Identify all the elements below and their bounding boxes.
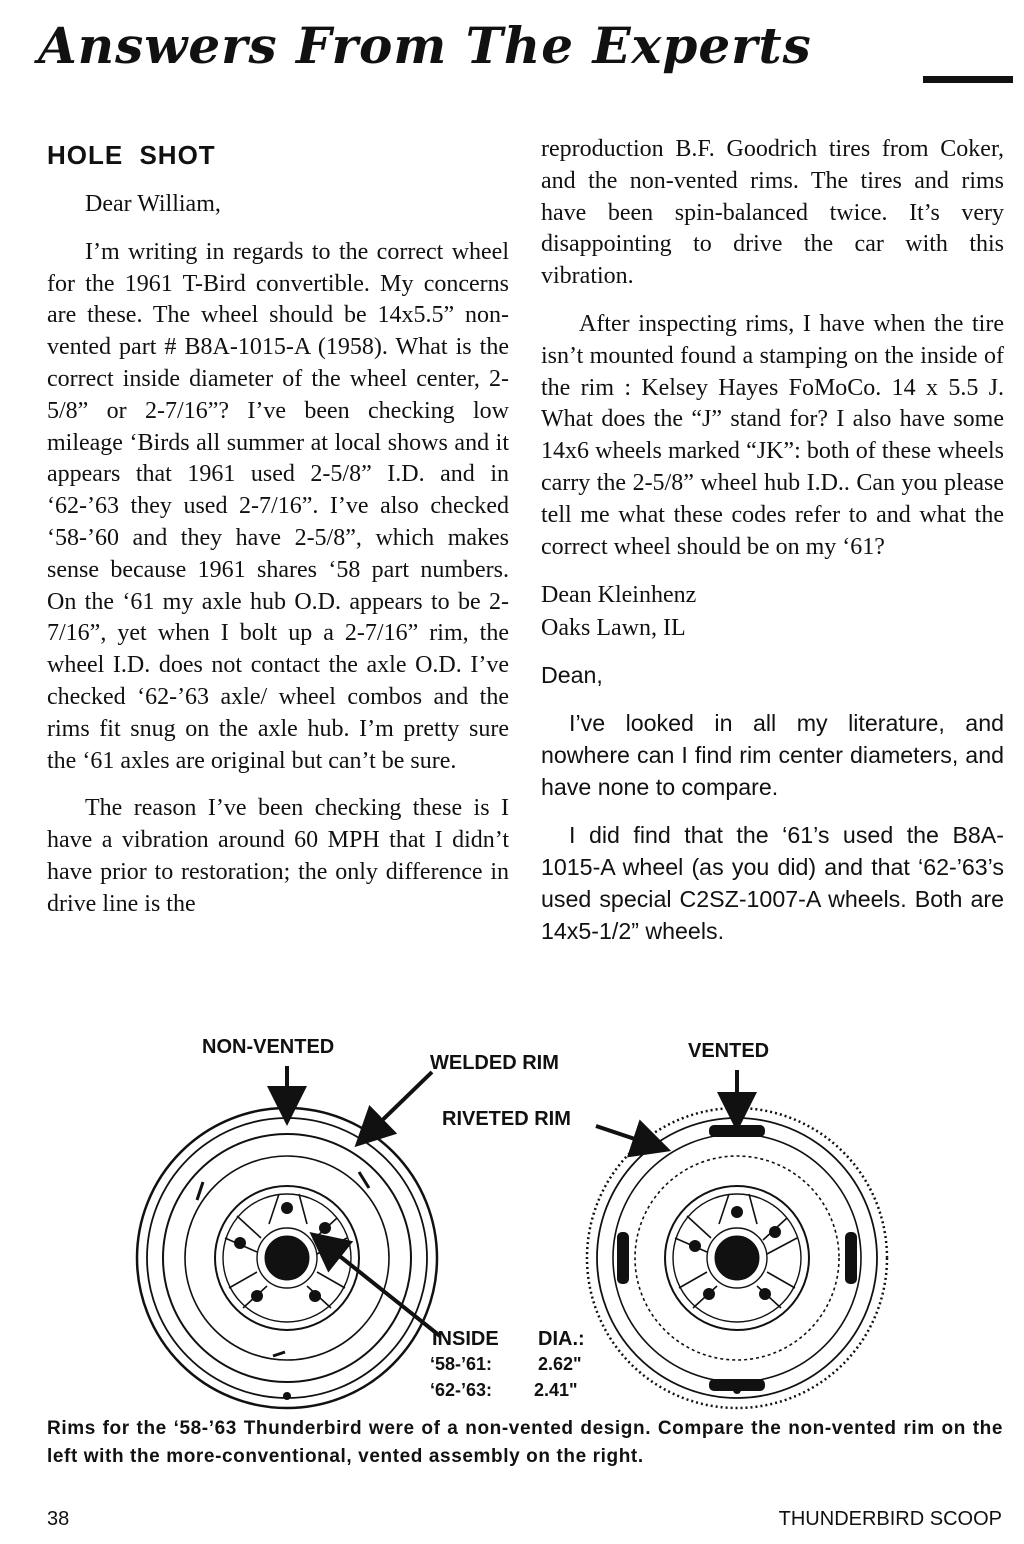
label-row2-value: 2.41"	[534, 1380, 578, 1400]
label-inside: INSIDE	[432, 1328, 499, 1350]
answer-paragraph: I did find that the ‘61’s used the B8A-1015-A wheel (as you did) and that ‘62-’63’s used special C2SZ-1007-A wheels. Both are 14x5-1/2” wheels.	[541, 822, 1004, 945]
label-riveted-rim: RIVETED RIM	[442, 1108, 571, 1130]
vented-wheel	[587, 1108, 887, 1408]
right-column	[541, 130, 1004, 963]
label-row1-years: ‘58-’61:	[430, 1354, 493, 1374]
label-row2-years: ‘62-’63:	[430, 1380, 493, 1400]
masthead-title: Answers From The Experts	[38, 16, 812, 75]
figure-caption: Rims for the ‘58-’63 Thunderbird were of a non-vented design. Compare the non-vented rim on the left with the more-conventional, vented assembly on the right.	[47, 1418, 1003, 1467]
masthead-rule	[923, 76, 1013, 83]
non-vented-wheel	[137, 1108, 437, 1408]
signature-city: Oaks Lawn, IL	[541, 615, 686, 642]
wheel-diagram-svg	[0, 1030, 1024, 1410]
answer-salutation: Dean,	[541, 662, 603, 689]
letter-paragraph: The reason I’ve been checking these is I have a vibration around 60 MPH that I didn’t have prior to restoration; the only difference in drive line is the	[47, 795, 509, 917]
wheel-diagram	[0, 1030, 1024, 1410]
left-column	[47, 130, 509, 937]
label-non-vented: NON-VENTED	[202, 1036, 335, 1058]
page-number: 38	[47, 1508, 70, 1530]
answer-paragraph: I’ve looked in all my literature, and nowhere can I find rim center diameters, and have none to compare.	[541, 710, 1004, 801]
label-welded-rim: WELDED RIM	[430, 1052, 559, 1074]
label-vented: VENTED	[688, 1040, 770, 1062]
label-row1-value: 2.62"	[538, 1354, 582, 1374]
label-dia: DIA.:	[538, 1328, 585, 1350]
letter-paragraph: reproduction B.F. Goodrich tires from Coker, and the non-vented rims. The tires and rims have been spin-balanced twice. It’s very disappointing to drive the car with this vibration.	[541, 136, 1004, 290]
signature-name: Dean Kleinhenz	[541, 582, 697, 609]
letter-paragraph: I’m writing in regards to the correct wheel for the 1961 T-Bird convertible. My concerns are these. The wheel should be 14x5.5” non-vented part # B8A-1015-A (1958). What is the correct inside diameter of the wheel center, 2-5/8” or 2-7/16”? I’ve been checking low mileage ‘Birds all summer at local shows and it appears that 1961 used 2-5/8” I.D. and in ‘62-’63 they used 2-7/16”. I’ve also checked ‘58-’60 and they have 2-5/8”, which makes sense because 1961 shares ‘58 part numbers. On the ‘61 my axle hub O.D. appears to be 2-7/16”, yet when I bolt up a 2-7/16” rim, the wheel I.D. does not contact the axle O.D. I’ve checked ‘62-’63 axle/ wheel combos and the rims fit snug on the axle hub. I’m pretty sure the ‘61 axles are original but can’t be sure.	[47, 238, 509, 774]
masthead	[38, 10, 1008, 90]
letter-paragraph: After inspecting rims, I have when the tire isn’t mounted found a stamping on the inside of the rim : Kelsey Hayes FoMoCo. 14 x 5.5 J. What does the “J” stand for? I also have some 14x6 wheels marked “JK”: both of these wheels carry the 2-5/8” wheel hub I.D.. Can you please tell me what these codes refer to and what the correct wheel should be on my ‘61?	[541, 310, 1004, 560]
letter-salutation: Dear William,	[85, 191, 221, 217]
letter-signature	[541, 579, 1004, 645]
article-headline: HOLE SHOT	[47, 140, 216, 170]
magazine-name: THUNDERBIRD SCOOP	[778, 1508, 1002, 1530]
